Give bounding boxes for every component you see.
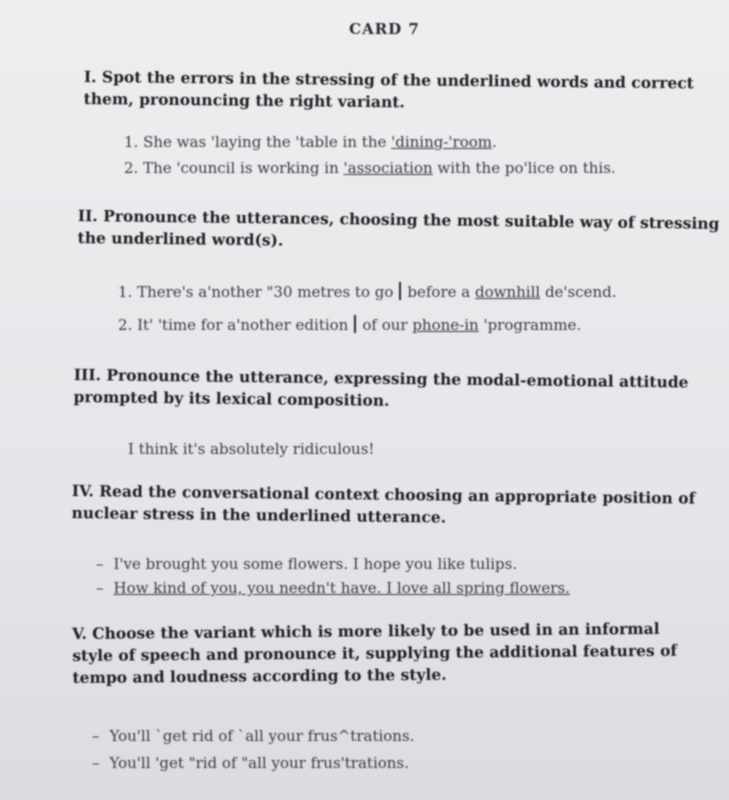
pause-bar — [354, 315, 356, 333]
underlined-word: 'dining-'room — [391, 133, 493, 151]
section-3-heading-line-1: III. Pronounce the utterance, expressing the modal-emotional attitude — [73, 364, 689, 392]
section-2-item-1: 1. There's a'nother "30 metres to go before a downhill de'scend. — [118, 283, 617, 301]
underlined-word: downhill — [474, 283, 541, 301]
section-5-heading-line-2: style of speech and pronounce it, supplying the additional features of — [72, 640, 678, 665]
section-2-heading-line-1: II. Pronounce the utterances, choosing the most suitable way of stressing — [77, 205, 720, 233]
section-1-item-1: 1. She was 'laying the 'table in the 'dining-'room. — [124, 133, 497, 151]
section-1-heading-line-2: them, pronouncing the right variant. — [83, 88, 405, 112]
section-3-heading-line-2: prompted by its lexical composition. — [73, 386, 390, 410]
section-4-line-1: – I've brought you some flowers. I hope you like tulips. — [96, 555, 518, 573]
underlined-utterance: How kind of you, you needn't have. I love all spring flowers. — [113, 579, 570, 597]
section-1-item-2: 2. The 'council is working in 'association with the po'lice on this. — [124, 159, 616, 177]
section-3-heading — [73, 364, 688, 416]
section-4-line-2: – How kind of you, you needn't have. I love all spring flowers. — [96, 579, 570, 597]
pause-bar — [399, 282, 401, 300]
section-4-heading-line-1: IV. Read the conversational context choosing an appropriate position of — [71, 480, 696, 508]
section-3-utterance: I think it's absolutely ridiculous! — [128, 440, 375, 458]
underlined-word: 'association — [343, 159, 433, 177]
section-2-heading — [77, 205, 719, 257]
card-title: CARD 7 — [349, 20, 420, 38]
section-4-heading-line-2: nuclear stress in the underlined utterance. — [71, 502, 447, 527]
section-1-heading — [84, 66, 694, 116]
section-5-heading-line-3: tempo and loudness according to the style. — [72, 664, 447, 687]
section-5-heading-line-1: V. Choose the variant which is more likely to be used in an informal — [72, 618, 660, 643]
section-5-variant-2: – You'll 'get "rid of "all your frus'trations. — [92, 754, 409, 772]
section-2-item-2: 2. It' 'time for a'nother edition of our phone-in 'programme. — [118, 316, 582, 334]
section-5-variant-1: – You'll `get rid of `all your frus^trations. — [92, 727, 415, 745]
section-2-heading-line-2: the underlined word(s). — [77, 227, 284, 250]
section-4-heading — [71, 480, 695, 532]
section-5-heading — [72, 618, 677, 689]
underlined-word: phone-in — [412, 316, 479, 334]
section-1-heading-line-1: I. Spot the errors in the stressing of the underlined words and correct — [83, 66, 695, 93]
